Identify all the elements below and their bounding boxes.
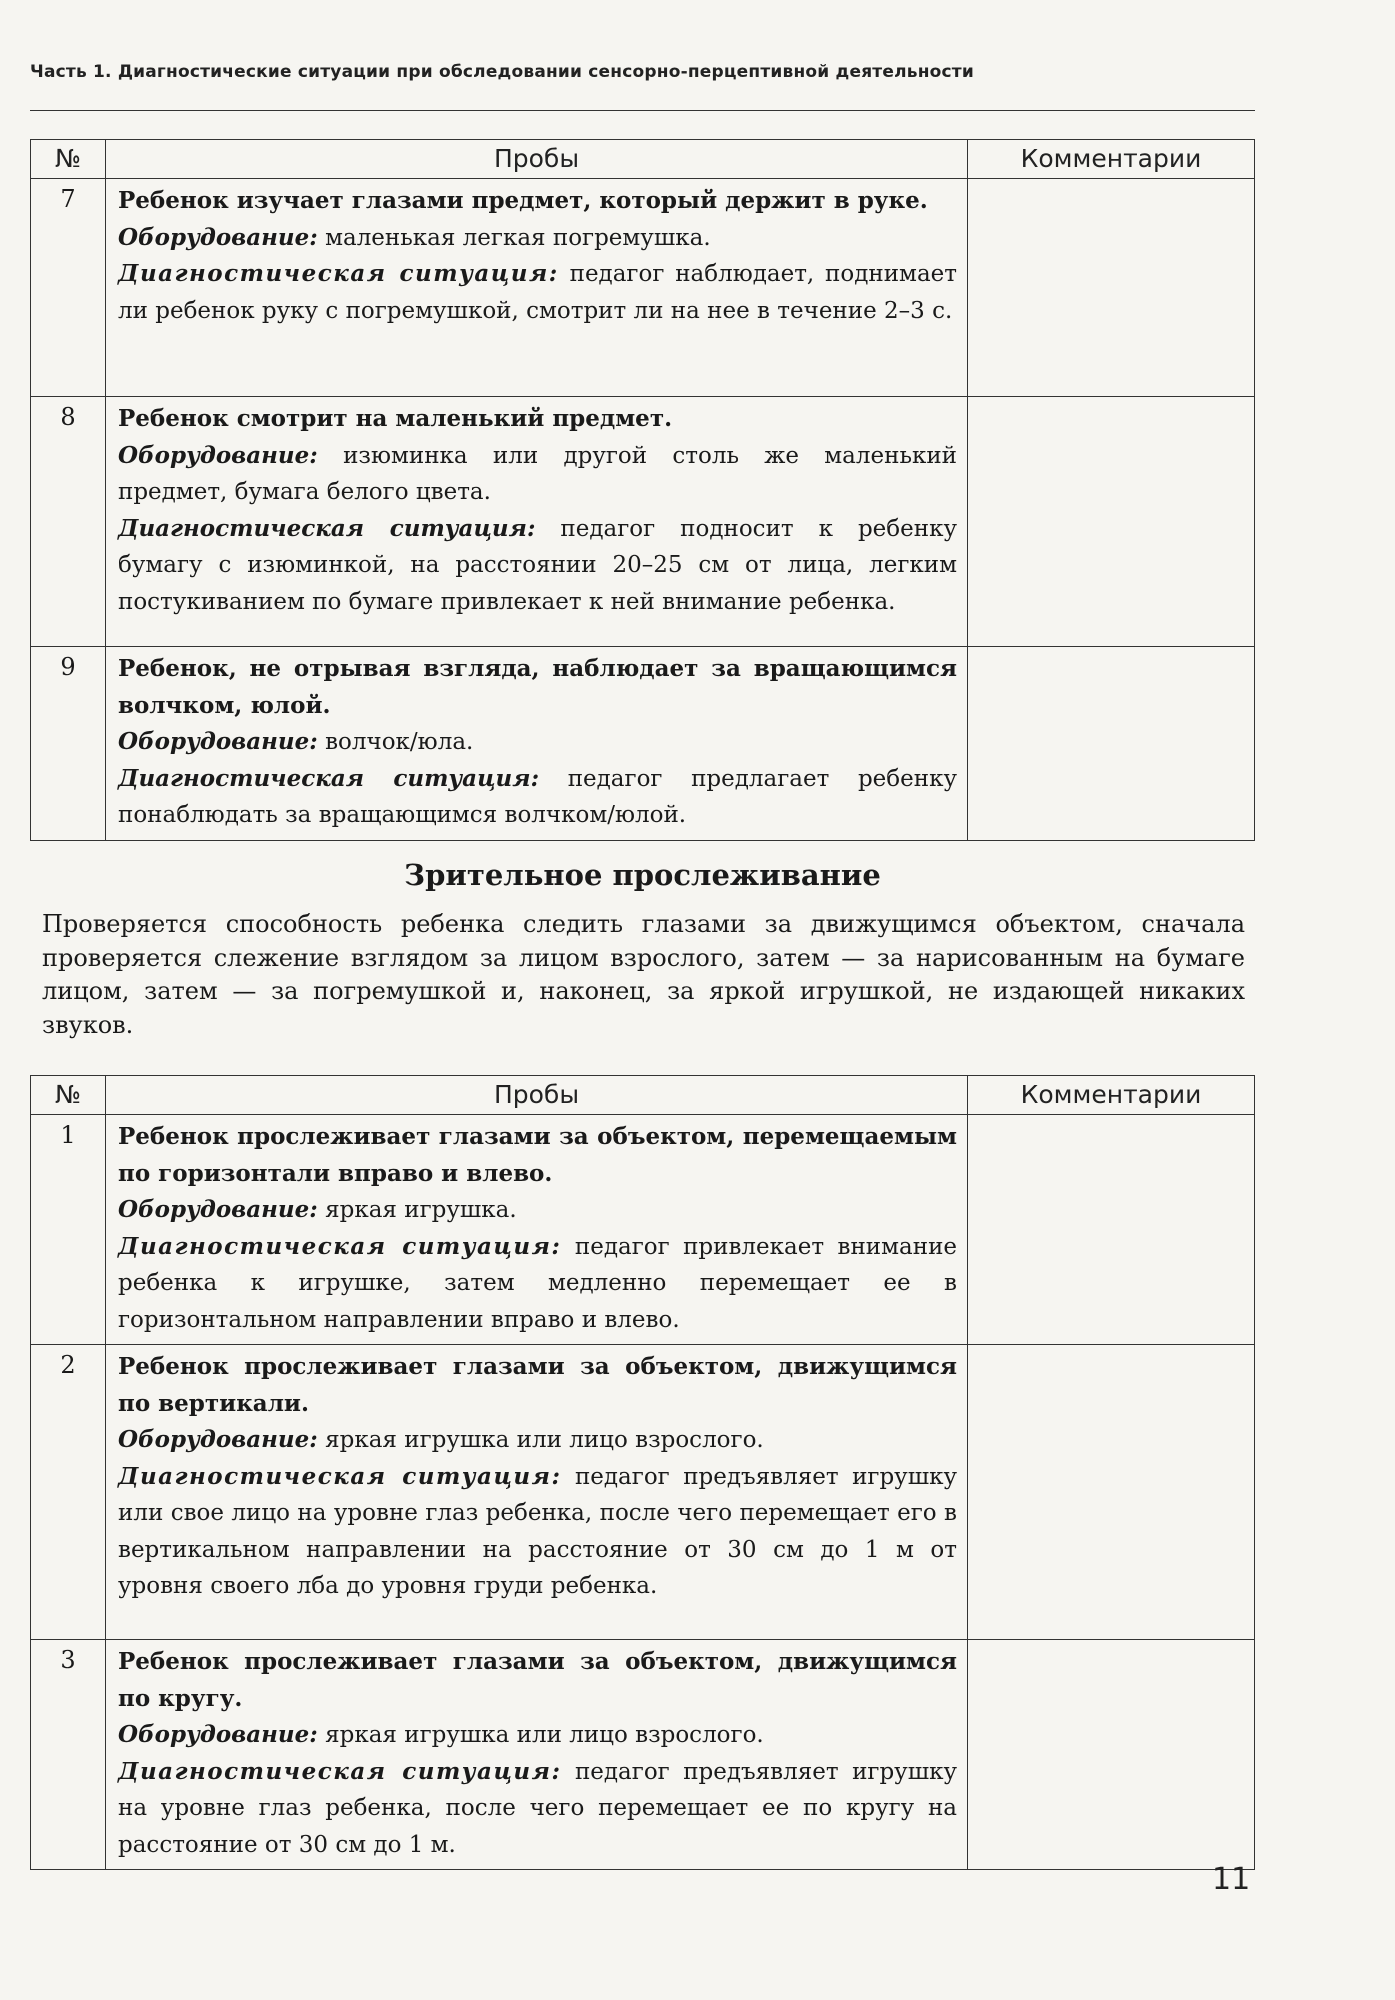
comment-cell[interactable] (968, 647, 1255, 841)
probe-title: Ребенок изучает глазами предмет, который держит в руке. (118, 187, 928, 214)
probe-number: 9 (31, 647, 106, 841)
column-header-number: № (31, 140, 106, 179)
column-header-comments: Комментарии (968, 140, 1255, 179)
equipment-line (118, 438, 957, 511)
equipment-line (118, 1717, 957, 1754)
probes-table-1 (30, 139, 1255, 841)
probe-title: Ребенок прослеживает глазами за объектом, движущимся по вертикали. (118, 1353, 957, 1417)
column-header-number: № (31, 1076, 106, 1115)
table-row (31, 1115, 1255, 1345)
probe-number: 8 (31, 397, 106, 647)
situation-label: Диагностическая ситуация: (118, 260, 559, 287)
table-row (31, 1345, 1255, 1640)
comment-cell[interactable] (968, 179, 1255, 397)
probe-cell (106, 397, 968, 647)
equipment-text: яркая игрушка или лицо взрослого. (325, 1427, 764, 1453)
situation-text: педагог предъявляет игрушку на уровне глаз ребенка, после чего перемещает ее по кругу на расстояние от 30 см до 1 м. (118, 1758, 958, 1858)
comment-cell[interactable] (968, 1640, 1255, 1870)
probe-cell (106, 1640, 968, 1870)
probe-title: Ребенок прослеживает глазами за объектом, перемещаемым по горизонтали вправо и влево. (118, 1123, 957, 1187)
equipment-line (118, 724, 957, 761)
situation-label: Диагностическая ситуация: (118, 1757, 562, 1785)
table-row (31, 1640, 1255, 1870)
header-rule (30, 110, 1255, 111)
table-row (31, 179, 1255, 397)
table-header-row (31, 1076, 1255, 1115)
comment-cell[interactable] (968, 397, 1255, 647)
situation-label: Диагностическая ситуация: (118, 764, 540, 792)
equipment-line (118, 1192, 957, 1229)
situation-label: Диагностическая ситуация: (118, 514, 536, 542)
column-header-probes: Пробы (106, 140, 968, 179)
equipment-label: Оборудование: (118, 1196, 318, 1223)
situation-text: педагог привлекает внимание ребенка к игрушке, затем медленно перемещает ее в горизонтальном направлении вправо и влево. (118, 1233, 958, 1333)
probe-number: 1 (31, 1115, 106, 1345)
equipment-label: Оборудование: (118, 1426, 318, 1453)
situation-line (118, 511, 957, 621)
equipment-label: Оборудование: (118, 441, 318, 469)
situation-line (118, 1229, 957, 1339)
page-number: 11 (1212, 1862, 1251, 1897)
equipment-line (118, 1422, 957, 1459)
table-header-row (31, 140, 1255, 179)
probe-cell (106, 1115, 968, 1345)
situation-text: педагог наблюдает, поднимает ли ребенок руку с погремушкой, смотрит ли на нее в течение 2–3 с. (118, 261, 957, 324)
probe-number: 3 (31, 1640, 106, 1870)
probe-number: 2 (31, 1345, 106, 1640)
probe-title: Ребенок смотрит на маленький предмет. (118, 405, 673, 432)
probe-cell (106, 647, 968, 841)
probes-table-2 (30, 1075, 1255, 1870)
equipment-label: Оборудование: (118, 1721, 318, 1748)
equipment-label: Оборудование: (118, 223, 318, 251)
situation-label: Диагностическая ситуация: (118, 1232, 562, 1260)
section-title: Зрительное прослеживание (404, 858, 881, 892)
equipment-label: Оборудование: (118, 728, 318, 755)
running-head: Часть 1. Диагностические ситуации при обследовании сенсорно-перцептивной деятельности (30, 62, 974, 82)
situation-line (118, 1754, 957, 1864)
equipment-text: маленькая легкая погремушка. (325, 224, 711, 251)
equipment-line (118, 220, 957, 257)
section-intro: Проверяется способность ребенка следить глазами за движущимся объектом, сначала проверяется слежение взглядом за лицом взрослого, затем — за нарисованным на бумаге лицом, затем — за погремушкой и, наконец, за яркой игрушкой, не издающей никаких звуков. (42, 910, 1245, 1039)
situation-line (118, 256, 957, 329)
situation-text: педагог предъявляет игрушку или свое лицо на уровне глаз ребенка, после чего перемещает его в вертикальном направлении на расстояние от 30 см до 1 м от уровня своего лба до уровня груди ребенка. (118, 1463, 958, 1599)
equipment-text: изюминка или другой столь же маленький предмет, бумага белого цвета. (118, 442, 958, 505)
situation-label: Диагностическая ситуация: (118, 1462, 562, 1490)
equipment-text: яркая игрушка. (325, 1197, 517, 1223)
probe-title: Ребенок прослеживает глазами за объектом, движущимся по кругу. (118, 1648, 957, 1712)
situation-text: педагог предлагает ребенку понаблюдать за вращающимся волчком/юлой. (118, 765, 957, 828)
equipment-text: волчок/юла. (325, 729, 474, 755)
situation-line (118, 1459, 957, 1605)
column-header-comments: Комментарии (968, 1076, 1255, 1115)
situation-text: педагог подносит к ребенку бумагу с изюминкой, на расстоянии 20–25 см от лица, легким постукиванием по бумаге привлекает к ней внимание ребенка. (118, 515, 957, 615)
situation-line (118, 761, 957, 834)
probe-title: Ребенок, не отрывая взгляда, наблюдает за вращающимся волчком, юлой. (118, 655, 957, 719)
probe-cell (106, 179, 968, 397)
table-row (31, 397, 1255, 647)
equipment-text: яркая игрушка или лицо взрослого. (325, 1722, 764, 1748)
probe-cell (106, 1345, 968, 1640)
probe-number: 7 (31, 179, 106, 397)
table-row (31, 647, 1255, 841)
comment-cell[interactable] (968, 1345, 1255, 1640)
column-header-probes: Пробы (106, 1076, 968, 1115)
comment-cell[interactable] (968, 1115, 1255, 1345)
